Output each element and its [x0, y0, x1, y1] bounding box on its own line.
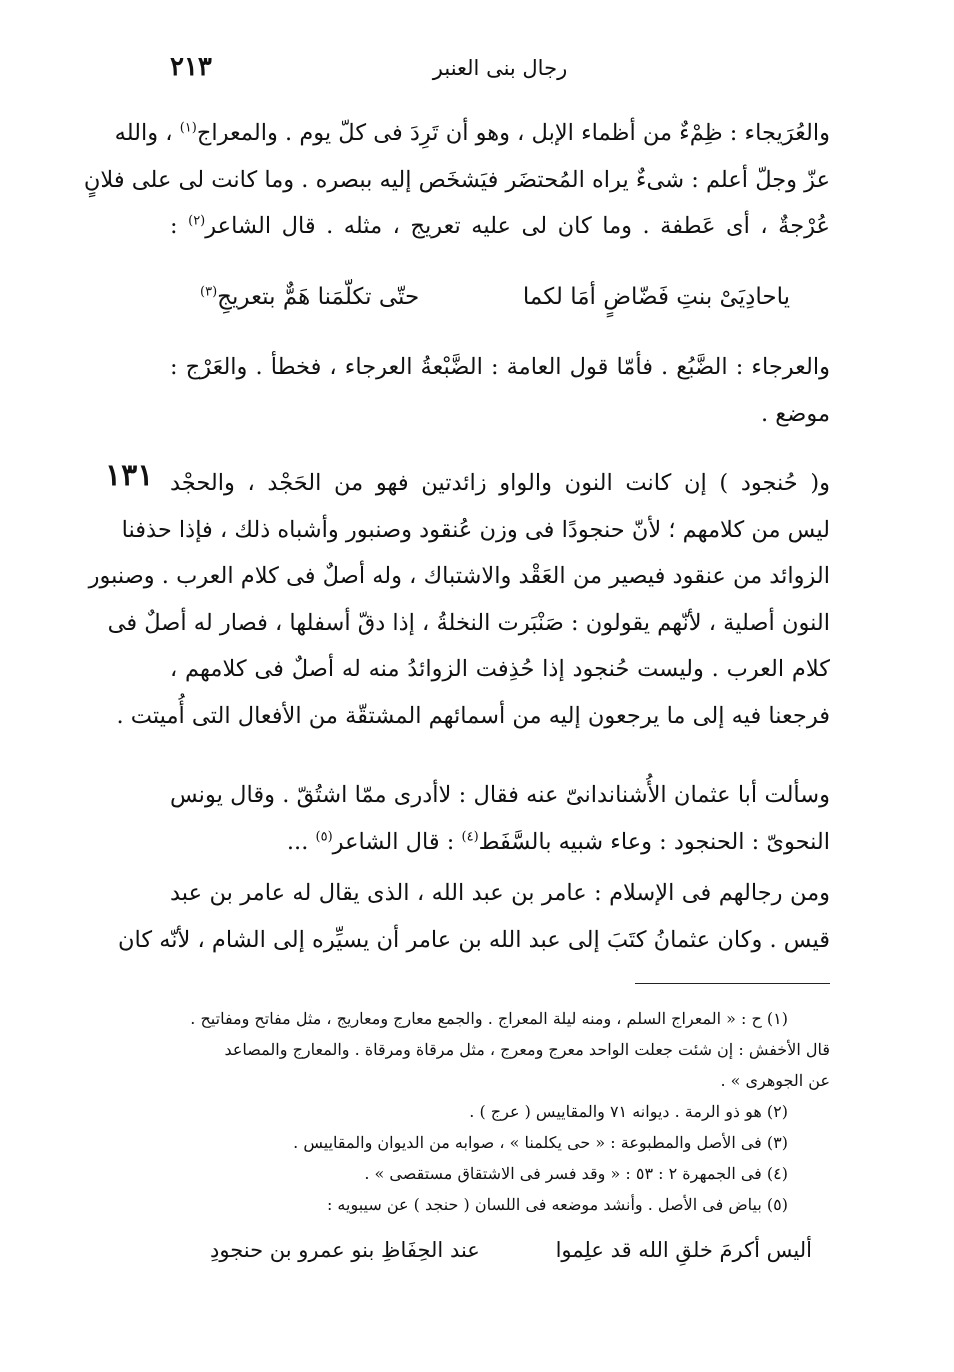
- text-line: والعُرَيجاء : ظِمْءٌ من أظماء الإبل ، وهو أن تَرِدَ فى كلّ يوم . والمعراج$^{(١)}$ ، والله: [114, 120, 830, 146]
- text-line: ليس من كلامهم ؛ لأنّ حنجودًا فى وزن عُنقود وصنبور وأشباه ذلك ، فإذا حذفنا: [121, 516, 830, 543]
- footnote-1-cont: قال الأخفش : إن شئت جعلت الواحد معرج ومعرج ، مثل مرقاة ومرقاة . والمعارج والمصاعد: [224, 1040, 830, 1059]
- footnotes: [170, 1003, 830, 1220]
- footnote-mark: (٥): [315, 829, 333, 844]
- text-line: قيس . وكان عثمانُ كتَبَ إلى عبد الله بن عامر أن يسيِّره إلى الشام ، لأنّه كان: [117, 926, 830, 953]
- text-line: النحوىّ : الحنجود : وعاء شبيه بالسَّفَط$^{(٤)}$ : قال الشاعر$^{(٥)}$ ...: [286, 828, 830, 855]
- footnote-mark: (٢): [188, 213, 206, 229]
- text-line: فرجعنا فيه إلى ما يرجعون إليه من أسمائهم المشتقّة من الأفعال التى أُميتت .: [116, 702, 830, 729]
- entry-number: ١٣١: [105, 458, 154, 493]
- paragraph-3: [170, 772, 830, 865]
- footnote-mark: (٣): [200, 284, 218, 300]
- text-line: النون أصلية ، لأنّهم يقولون : صَنْبَرت النخلةُ ، إذا دقّ أسفلها ، فصار له أصلٌ فى: [107, 609, 830, 636]
- verse-hemistich-second: حتّى تكلّمَنا هَمٌّ بتعريجِ$^{(٣)}$: [200, 284, 420, 310]
- text-line: عزّ وجلّ أعلم : شىءٌ يراه المُحتضَر فيَشخَص إليه ببصره . وما كانت لى على فلانٍ: [83, 166, 830, 193]
- footnote-mark: (١): [179, 120, 197, 136]
- footnote-2: (٢) هو ذو الرمة . ديوانه ٧١ والمقاييس ( عرج ) .: [469, 1102, 788, 1121]
- footnote-separator: [635, 983, 830, 984]
- page-header: [170, 52, 830, 92]
- text-line: والعرجاء : الضَّبُع . فأمّا قول العامة : الضَّبْعةُ العرجاء ، فخطأ . والعَرْج :: [170, 354, 830, 380]
- footnote-3: (٣) فى الأصل والمطبوعة : « حى يكلمنا » ، صوابه من الديوان والمقاييس .: [293, 1133, 788, 1152]
- page-number: ٢١٣: [170, 52, 212, 82]
- verse-hemistich-first: أليس أكرمَ خلقِ الله قد علِموا: [555, 1238, 812, 1262]
- paragraph-1: [83, 110, 830, 250]
- verse-1: [170, 278, 830, 324]
- footnote-1: (١) ح : « المعراج السلم ، ومنه ليلة المعراج . والجمع معارج ومعاريج ، مثل مفاتح ومفاتيح .: [190, 1009, 788, 1028]
- text-line: عُرْجةٌ ، أى عَطفة . وما كان لى عليه تعريج ، مثله . قال الشاعر$^{(٢)}$ :: [170, 213, 830, 239]
- verse-hemistich-second: عند الحِفَاظِ بنو عمرو بن حنجودِ: [210, 1238, 480, 1262]
- verse-hemistich-first: ياحادِيَىْ بنتِ فَضّاضٍ أمَا لكما: [522, 284, 790, 310]
- text-line: وسألت أبا عثمان الأُشناندانىّ عنه فقال : لاأدرى ممّا اشتُقّ . وقال يونس: [170, 782, 830, 808]
- text-line: و( حُنجود ) إن كانت النون والواو زائدتين فهو من الحَجْد ، والحجْد: [170, 470, 830, 496]
- text-line: ومن رجالهم فى الإسلام : عامر بن عبد الله ، الذى يقال له عامر بن عبد: [170, 880, 830, 906]
- text-line: كلام العرب . وليست حُنجود إذا حُذِفت الزوائدُ منه له أصلٌ فى كلامهم ،: [170, 656, 830, 682]
- paragraph-2: [170, 344, 830, 437]
- footnote-1-cont: عن الجوهرى » .: [720, 1071, 830, 1090]
- footnote-4: (٤) فى الجمهرة ٢ : ٥٣ : « وقد فسر فى الاشتقاق مستقصى » .: [364, 1164, 788, 1183]
- footnote-verse: [170, 1236, 830, 1272]
- text-line: موضع .: [760, 400, 830, 427]
- running-head: رجال بنى العنبر: [432, 56, 568, 80]
- footnote-mark: (٤): [461, 829, 479, 844]
- paragraph-4: [117, 870, 830, 963]
- text-line: الزوائد من عنقود فيصير من العَقْد والاشتباك ، وله أصلٌ فى كلام العرب . وصنبور: [88, 563, 830, 589]
- footnote-5: (٥) بياض فى الأصل . وأنشد موضعه فى اللسان ( حنجد ) عن سيبويه :: [326, 1195, 788, 1214]
